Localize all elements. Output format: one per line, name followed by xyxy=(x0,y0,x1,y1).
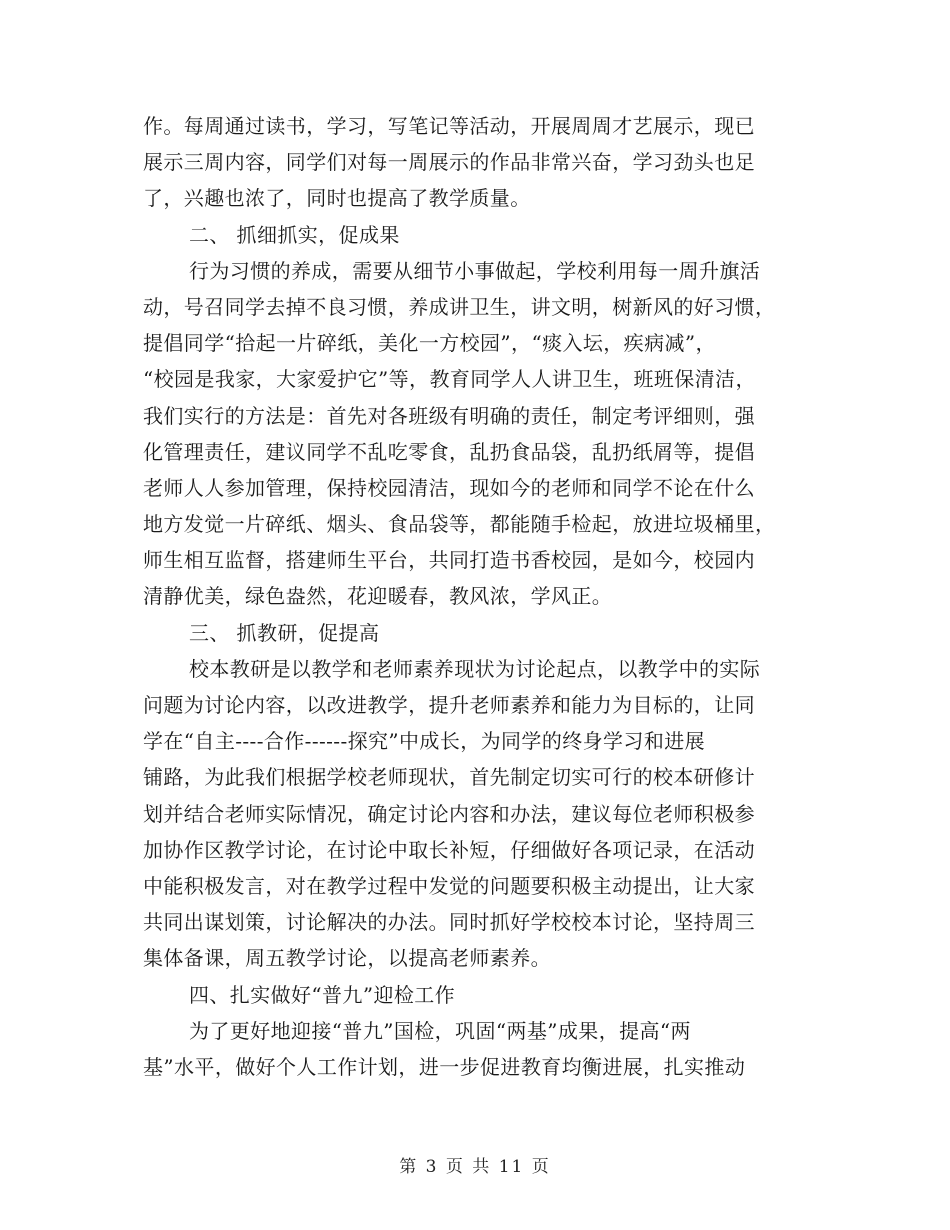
body-line: 地方发觉一片碎纸、烟头、食品袋等，都能随手检起，放进垃圾桶里， xyxy=(143,512,776,537)
body-line: 问题为讨论内容，以改进教学，提升老师素养和能力为目标的，让同 xyxy=(143,693,755,717)
section-heading-2: 二、 抓细抓实，促成果 xyxy=(189,222,400,247)
body-line: 共同出谋划策，讨论解决的办法。同时抓好学校校本讨论，坚持周三 xyxy=(143,910,755,935)
document-body xyxy=(143,108,808,1085)
body-line: 划并结合老师实际情况，确定讨论内容和办法，建议每位老师积极参 xyxy=(143,801,755,826)
body-line: 展示三周内容，同学们对每一周展示的作品非常兴奋，学习劲头也足 xyxy=(143,150,755,175)
body-line: 我们实行的方法是：首先对各班级有明确的责任，制定考评细则，强 xyxy=(143,403,755,428)
body-line: 学在“自主----合作------探究”中成长，为同学的终身学习和进展 xyxy=(143,729,706,754)
body-line: 基”水平，做好个人工作计划，进一步促进教育均衡进展，扎实推动 xyxy=(143,1054,746,1079)
body-line: 动，号召同学去掉不良习惯，养成讲卫生，讲文明，树新风的好习惯， xyxy=(143,294,776,319)
body-line: 为了更好地迎接“普九”国检，巩固“两基”成果，提高“两 xyxy=(189,1018,691,1043)
body-line: 作。每周通过读书，学习，写笔记等活动，开展周周才艺展示，现已 xyxy=(143,114,755,138)
section-heading-3: 三、 抓教研，促提高 xyxy=(189,620,380,645)
page-number-footer: 第 3 页 共 11 页 xyxy=(399,1157,551,1177)
body-line: “校园是我家，大家爱护它”等，教育同学人人讲卫生，班班保清洁， xyxy=(143,367,756,392)
body-line: 集体备课，周五教学讨论，以提高老师素养。 xyxy=(143,946,551,971)
body-line: 化管理责任，建议同学不乱吃零食，乱扔食品袋，乱扔纸屑等，提倡 xyxy=(143,439,755,464)
body-line: 铺路，为此我们根据学校老师现状，首先制定切实可行的校本研修计 xyxy=(143,765,755,790)
body-line: 了，兴趣也浓了，同时也提高了教学质量。 xyxy=(143,186,531,211)
body-line: 校本教研是以教学和老师素养现状为讨论起点，以教学中的实际 xyxy=(189,656,761,681)
body-line: 中能积极发言，对在教学过程中发觉的问题要积极主动提出，让大家 xyxy=(143,873,755,898)
body-line: 清静优美，绿色盎然，花迎暖春，教风浓，学风正。 xyxy=(143,584,613,609)
body-line: 老师人人参加管理，保持校园清洁，现如今的老师和同学不论在什么 xyxy=(143,475,755,500)
body-line: 提倡同学“拾起一片碎纸，美化一方校园”，“痰入坛，疾病减”， xyxy=(143,331,716,356)
body-line: 师生相互监督，搭建师生平台，共同打造书香校园，是如今，校园内 xyxy=(143,548,755,573)
body-line: 加协作区教学讨论，在讨论中取长补短，仔细做好各项记录，在活动 xyxy=(143,837,755,862)
body-line: 行为习惯的养成，需要从细节小事做起，学校利用每一周升旗活 xyxy=(189,258,761,283)
section-heading-4: 四、扎实做好“普九”迎检工作 xyxy=(189,982,456,1007)
